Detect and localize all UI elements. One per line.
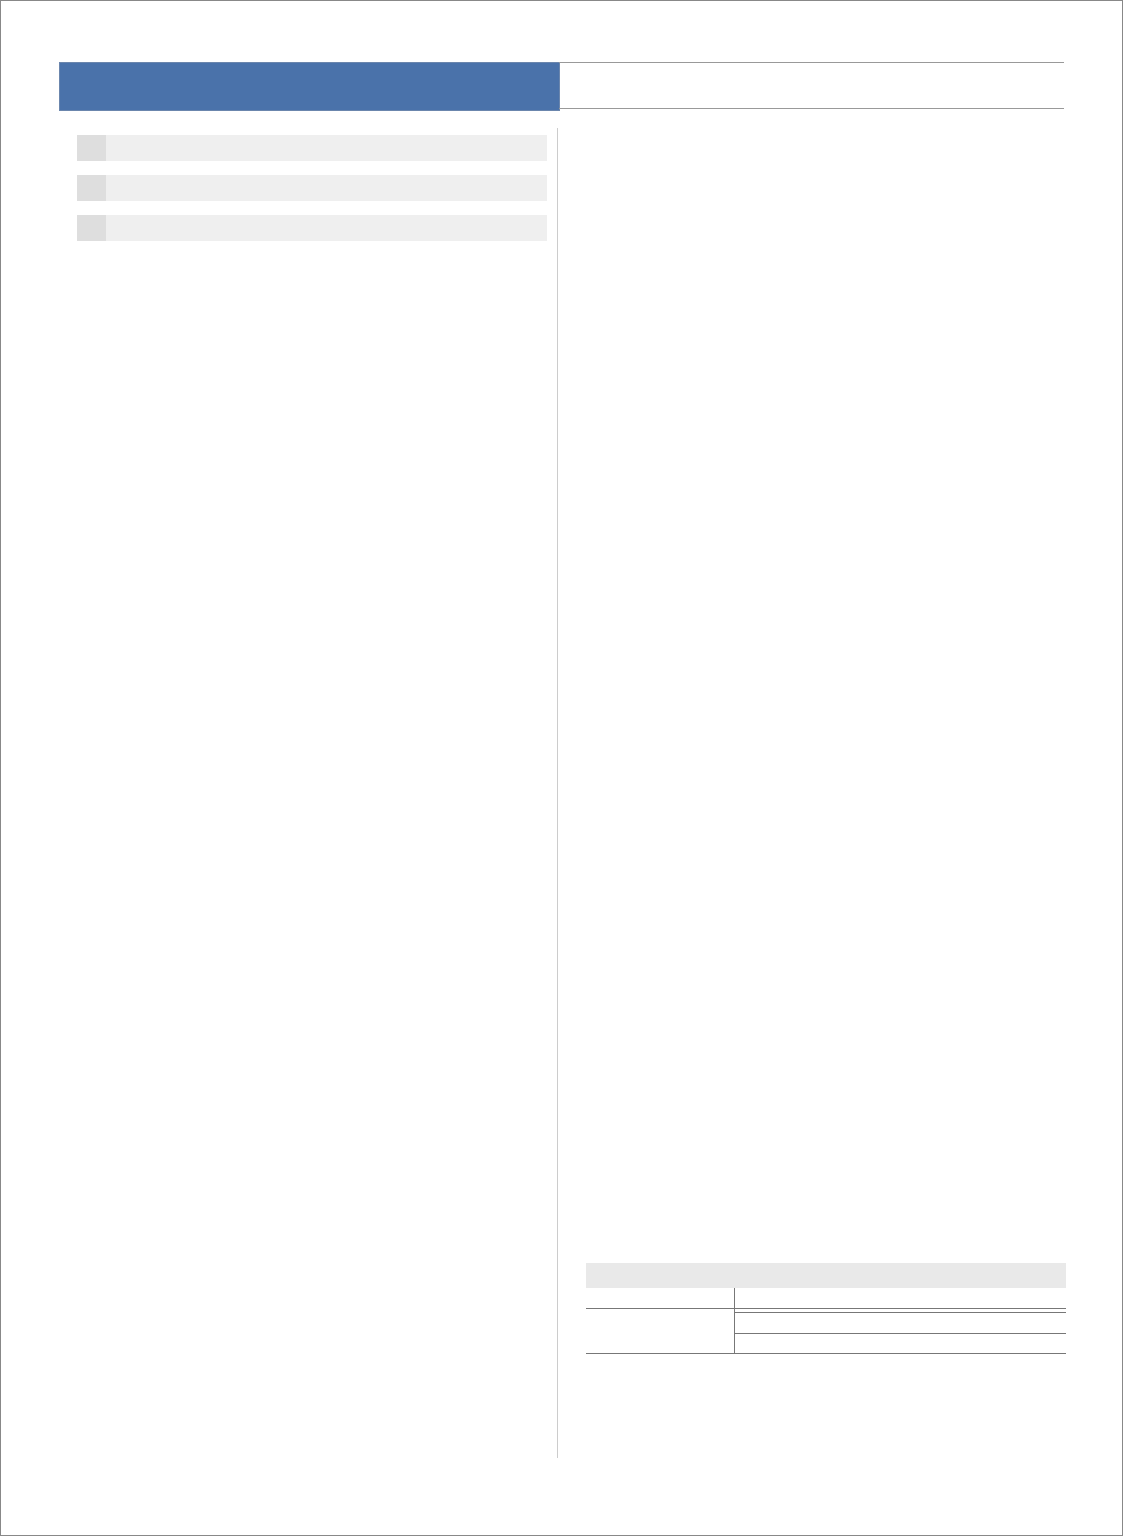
section-title — [77, 135, 106, 161]
servants-table — [586, 1288, 1066, 1353]
usher-value — [735, 1334, 1066, 1353]
usher-header — [735, 1313, 1067, 1334]
section-title — [77, 215, 106, 241]
section-title — [77, 175, 106, 201]
table-bottom-rule — [586, 1353, 1066, 1354]
sunday-morning-header — [77, 135, 547, 161]
motto-banner — [59, 62, 560, 111]
prayer-header — [586, 1288, 735, 1309]
servants-title — [586, 1263, 1066, 1288]
sunday-evening-header — [77, 175, 547, 201]
offering-header — [735, 1288, 1067, 1309]
tagline-banner — [559, 62, 1064, 109]
worship-order-column — [77, 135, 547, 255]
column-divider — [557, 128, 558, 1458]
next-week-servants — [586, 1263, 1066, 1359]
church-news-column — [584, 128, 1066, 130]
wednesday-header — [77, 215, 547, 241]
prayer-list — [586, 1309, 734, 1312]
